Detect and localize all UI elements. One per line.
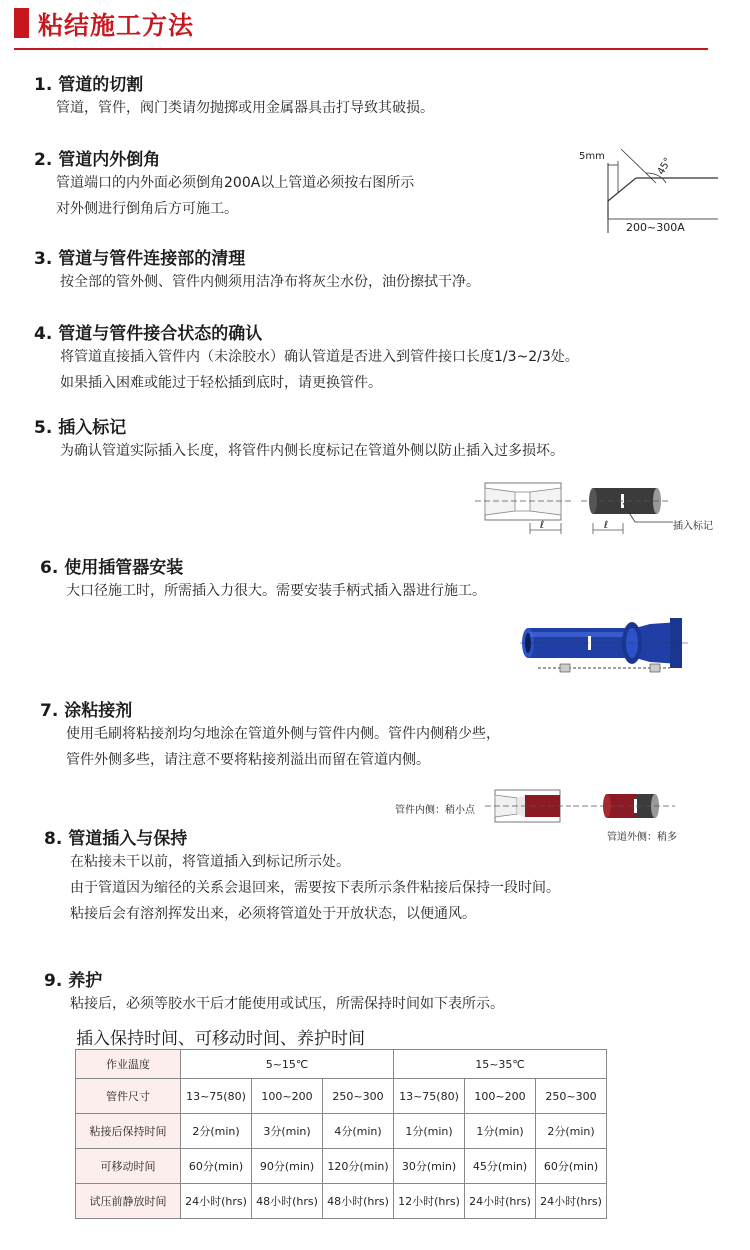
step-text: 对外侧进行倒角后方可施工。 <box>56 201 238 217</box>
holding-time-table <box>75 1049 607 1219</box>
step-title: 6. 使用插管器安装 <box>40 558 184 578</box>
mark-label: 插入标记 <box>673 521 713 532</box>
inserter-drawing <box>520 612 690 692</box>
value-cell: 120分(min) <box>323 1149 394 1184</box>
step-title: 1. 管道的切割 <box>34 75 144 95</box>
step-6 <box>40 553 486 604</box>
size-cell: 250~300 <box>536 1079 607 1114</box>
value-cell: 2分(min) <box>181 1114 252 1149</box>
step-8 <box>44 824 560 927</box>
table-row <box>76 1079 607 1114</box>
table-row <box>76 1149 607 1184</box>
value-cell: 60分(min) <box>181 1149 252 1184</box>
mark-l-label-2: ℓ <box>604 520 609 531</box>
mark-diagram <box>475 478 725 540</box>
step-2 <box>34 145 414 222</box>
header-accent-bar <box>14 8 29 38</box>
step-text: 为确认管道实际插入长度，将管件内侧长度标记在管道外侧以防止插入过多损坏。 <box>60 443 564 459</box>
step-9 <box>44 966 504 1017</box>
step-text: 管件外侧多些，请注意不要将粘接剂溢出而留在管道内侧。 <box>66 752 430 768</box>
step-1 <box>34 70 434 121</box>
size-cell: 100~200 <box>465 1079 536 1114</box>
step-title: 8. 管道插入与保持 <box>44 829 188 849</box>
chamfer-size-label: 200~300A <box>626 221 685 234</box>
value-cell: 90分(min) <box>252 1149 323 1184</box>
inserter-diagram <box>520 612 690 692</box>
size-header-cell: 管件尺寸 <box>76 1079 181 1114</box>
page-title: 粘结施工方法 <box>38 11 195 40</box>
row-label-cell: 试压前静放时间 <box>76 1184 181 1219</box>
value-cell: 45分(min) <box>465 1149 536 1184</box>
step-text: 在粘接未干以前，将管道插入到标记所示处。 <box>70 854 350 870</box>
step-title: 9. 养护 <box>44 971 103 991</box>
page-header <box>0 0 750 52</box>
step-5 <box>34 413 564 464</box>
step-7 <box>40 696 500 773</box>
temp-header-cell: 作业温度 <box>76 1050 181 1079</box>
value-cell: 48小时(hrs) <box>252 1184 323 1219</box>
step-text: 按全部的管外侧、管件内侧须用洁净布将灰尘水份，油份擦拭干净。 <box>60 274 480 290</box>
value-cell: 30分(min) <box>394 1149 465 1184</box>
size-cell: 100~200 <box>252 1079 323 1114</box>
row-label-cell: 可移动时间 <box>76 1149 181 1184</box>
chamfer-diagram <box>576 143 726 238</box>
step-text: 如果插入困难或能过于轻松插到底时，请更换管件。 <box>60 375 382 391</box>
step-title: 4. 管道与管件接合状态的确认 <box>34 324 263 344</box>
row-label-cell: 粘接后保持时间 <box>76 1114 181 1149</box>
temp-range-cell: 5~15℃ <box>181 1050 394 1079</box>
chamfer-angle-label: 45° <box>655 156 675 177</box>
value-cell: 60分(min) <box>536 1149 607 1184</box>
value-cell: 12小时(hrs) <box>394 1184 465 1219</box>
step-title: 2. 管道内外倒角 <box>34 150 161 170</box>
size-cell: 13~75(80) <box>394 1079 465 1114</box>
header-rule <box>14 48 708 50</box>
step-4 <box>34 319 579 396</box>
value-cell: 3分(min) <box>252 1114 323 1149</box>
step-text: 粘接后，必须等胶水干后才能使用或试压，所需保持时间如下表所示。 <box>70 996 504 1012</box>
table-row <box>76 1114 607 1149</box>
temp-range-cell: 15~35℃ <box>394 1050 607 1079</box>
step-title: 5. 插入标记 <box>34 418 127 438</box>
value-cell: 24小时(hrs) <box>181 1184 252 1219</box>
value-cell: 1分(min) <box>465 1114 536 1149</box>
value-cell: 48小时(hrs) <box>323 1184 394 1219</box>
table-row <box>76 1050 607 1079</box>
size-cell: 13~75(80) <box>181 1079 252 1114</box>
size-cell: 250~300 <box>323 1079 394 1114</box>
table-caption: 插入保持时间、可移动时间、养护时间 <box>76 1029 365 1049</box>
step-3 <box>34 244 480 295</box>
step-text: 由于管道因为缩径的关系会退回来，需要按下表所示条件粘接后保持一段时间。 <box>70 880 560 896</box>
value-cell: 1分(min) <box>394 1114 465 1149</box>
table-row <box>76 1184 607 1219</box>
glue-outer-label: 管道外侧：稍多 <box>607 832 677 843</box>
step-text: 管道，管件，阀门类请勿抛掷或用金属器具击打导致其破损。 <box>56 100 434 116</box>
step-text: 管道端口的内外面必须倒角200A以上管道必须按右图所示 <box>56 175 415 191</box>
value-cell: 4分(min) <box>323 1114 394 1149</box>
step-text: 大口径施工时，所需插入力很大。需要安装手柄式插入器进行施工。 <box>66 583 486 599</box>
value-cell: 24小时(hrs) <box>536 1184 607 1219</box>
mark-l-label-1: ℓ <box>540 520 545 531</box>
step-text: 将管道直接插入管件内（未涂胶水）确认管道是否进入到管件接口长度1/3~2/3处。 <box>60 349 579 365</box>
step-title: 7. 涂粘接剂 <box>40 701 133 721</box>
step-text: 粘接后会有溶剂挥发出来，必须将管道处于开放状态，以便通风。 <box>70 906 476 922</box>
step-title: 3. 管道与管件连接部的清理 <box>34 249 246 269</box>
step-text: 使用毛刷将粘接剂均匀地涂在管道外侧与管件内侧。管件内侧稍少些， <box>66 726 500 742</box>
chamfer-mm-label: 5mm <box>579 151 605 162</box>
value-cell: 24小时(hrs) <box>465 1184 536 1219</box>
value-cell: 2分(min) <box>536 1114 607 1149</box>
glue-inner-label: 管件内侧：稍小点 <box>395 805 475 816</box>
